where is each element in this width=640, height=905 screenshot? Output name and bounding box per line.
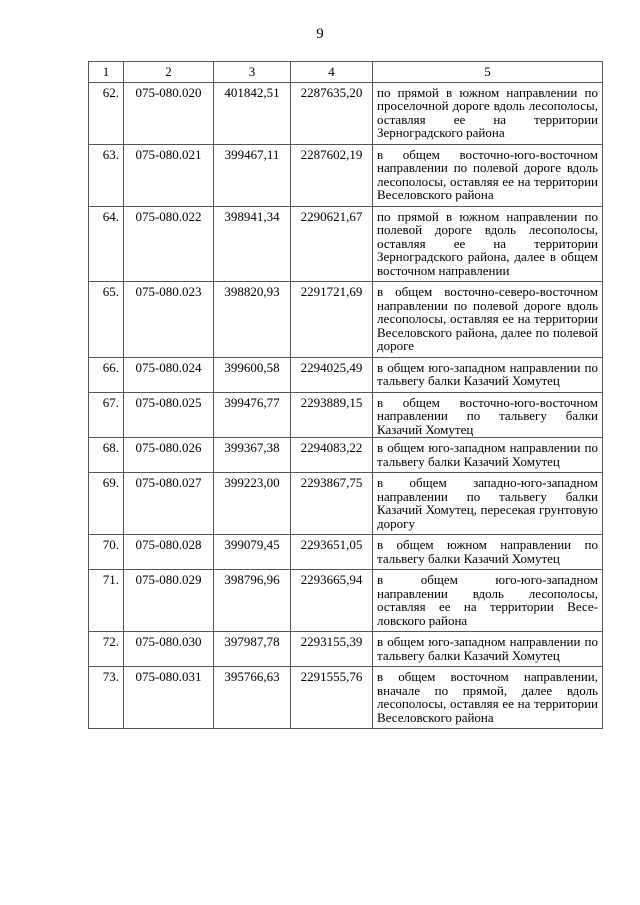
coordinate-x: 399223,00: [214, 473, 291, 535]
header-col-2: 2: [124, 62, 214, 83]
coordinate-y: 2293155,39: [291, 632, 373, 667]
coordinate-y: 2294083,22: [291, 438, 373, 473]
point-code: 075-080.025: [124, 392, 214, 438]
table-row: [89, 392, 603, 438]
point-code: 075-080.029: [124, 570, 214, 632]
coordinate-x: 399476,77: [214, 392, 291, 438]
coordinate-y: 2291555,76: [291, 667, 373, 729]
header-row: [89, 62, 603, 83]
table-row: [89, 144, 603, 206]
table-row: [89, 473, 603, 535]
boundary-description: по прямой в южном направлении по проселочной дороге вдоль лесополосы, оставляя ее на территории Зерноградского района: [373, 82, 603, 144]
header-col-3: 3: [214, 62, 291, 83]
table-row: [89, 357, 603, 392]
table-row: [89, 282, 603, 358]
boundary-description: в общем западно-юго-западном направлении по тальвегу балки Казачий Хомутец, пересекая грунтовую дорогу: [373, 473, 603, 535]
coordinate-x: 398941,34: [214, 206, 291, 282]
row-number: 72.: [89, 632, 124, 667]
boundary-description: в общем юго-западном направлении по тальвегу балки Казачий Хомутец: [373, 438, 603, 473]
table-row: [89, 632, 603, 667]
header-col-5: 5: [373, 62, 603, 83]
point-code: 075-080.021: [124, 144, 214, 206]
row-number: 68.: [89, 438, 124, 473]
coordinate-x: 397987,78: [214, 632, 291, 667]
coordinate-x: 398820,93: [214, 282, 291, 358]
coordinate-x: 399467,11: [214, 144, 291, 206]
row-number: 63.: [89, 144, 124, 206]
table-row: [89, 570, 603, 632]
coordinate-x: 401842,51: [214, 82, 291, 144]
boundary-description: в общем юго-западном направлении по тальвегу балки Казачий Хомутец: [373, 632, 603, 667]
header-col-1: 1: [89, 62, 124, 83]
row-number: 70.: [89, 535, 124, 570]
page-number: 9: [316, 26, 324, 42]
header-col-4: 4: [291, 62, 373, 83]
coordinate-y: 2293665,94: [291, 570, 373, 632]
table-row: [89, 667, 603, 729]
coordinate-y: 2291721,69: [291, 282, 373, 358]
row-number: 65.: [89, 282, 124, 358]
coordinate-y: 2294025,49: [291, 357, 373, 392]
coordinate-y: 2287602,19: [291, 144, 373, 206]
boundary-description: по прямой в южном направлении по полевой дороге вдоль лесополосы, оставляя ее на территории Зерноградского района, далее в общем восточном направлении: [373, 206, 603, 282]
row-number: 62.: [89, 82, 124, 144]
boundary-table: [88, 61, 603, 729]
coordinate-y: 2287635,20: [291, 82, 373, 144]
coordinate-x: 399600,58: [214, 357, 291, 392]
point-code: 075-080.030: [124, 632, 214, 667]
boundary-description: в общем южном направлении по тальвегу балки Казачий Хомутец: [373, 535, 603, 570]
point-code: 075-080.022: [124, 206, 214, 282]
table-header: [89, 62, 603, 83]
boundary-description: в общем восточном направлении, вначале по прямой, далее вдоль лесополосы, оставляя ее на территории Веселовского района: [373, 667, 603, 729]
boundary-description: в общем юго-западном направлении по тальвегу балки Казачий Хомутец: [373, 357, 603, 392]
row-number: 71.: [89, 570, 124, 632]
boundary-description: в общем юго-юго-западном направлении вдоль лесополосы, оставляя ее на территории Веселовского района: [373, 570, 603, 632]
boundary-description: в общем восточно-юго-восточном направлении по тальвегу балки Казачий Хомутец: [373, 392, 603, 438]
table-row: [89, 82, 603, 144]
coordinate-y: 2293867,75: [291, 473, 373, 535]
coordinate-x: 395766,63: [214, 667, 291, 729]
point-code: 075-080.031: [124, 667, 214, 729]
table-row: [89, 206, 603, 282]
table-row: [89, 438, 603, 473]
row-number: 64.: [89, 206, 124, 282]
coordinate-x: 399367,38: [214, 438, 291, 473]
coordinate-y: 2293651,05: [291, 535, 373, 570]
boundary-description: в общем восточно-юго-восточном направлении по полевой дороге вдоль лесополосы, оставляя ее на территории Веселовского района: [373, 144, 603, 206]
row-number: 69.: [89, 473, 124, 535]
coordinate-x: 398796,96: [214, 570, 291, 632]
point-code: 075-080.020: [124, 82, 214, 144]
coordinate-x: 399079,45: [214, 535, 291, 570]
table-body: [89, 82, 603, 729]
point-code: 075-080.028: [124, 535, 214, 570]
point-code: 075-080.026: [124, 438, 214, 473]
point-code: 075-080.023: [124, 282, 214, 358]
coordinate-y: 2290621,67: [291, 206, 373, 282]
point-code: 075-080.024: [124, 357, 214, 392]
boundary-description: в общем восточно-северо-восточном направлении по полевой дороге вдоль лесополосы, оставляя ее на территории Веселовского района, далее по полевой дороге: [373, 282, 603, 358]
coordinate-y: 2293889,15: [291, 392, 373, 438]
row-number: 66.: [89, 357, 124, 392]
row-number: 67.: [89, 392, 124, 438]
table-row: [89, 535, 603, 570]
point-code: 075-080.027: [124, 473, 214, 535]
row-number: 73.: [89, 667, 124, 729]
